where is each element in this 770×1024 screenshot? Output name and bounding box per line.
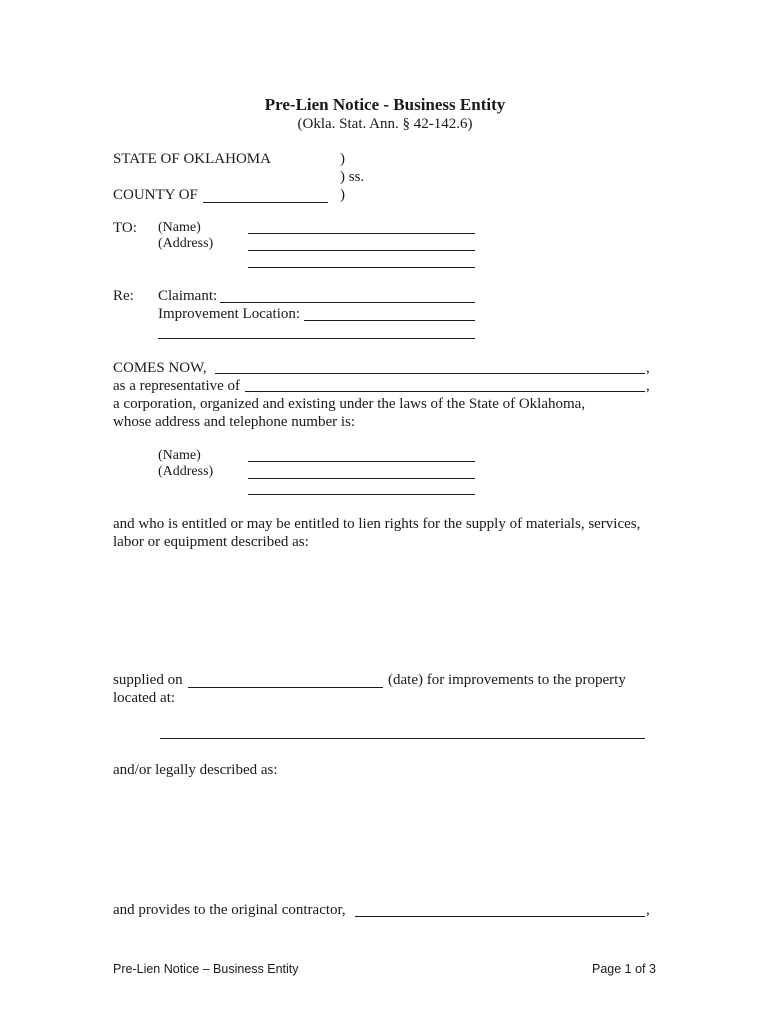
claimant-blank[interactable]: [220, 302, 475, 303]
original-contractor-blank[interactable]: [355, 916, 645, 917]
rep-address-blank-2[interactable]: [248, 494, 475, 495]
footer-title: Pre-Lien Notice – Business Entity: [113, 962, 299, 976]
supplied-on-date-blank[interactable]: [188, 687, 383, 688]
original-contractor-label: and provides to the original contractor,: [113, 902, 346, 918]
supplied-on-label: supplied on: [113, 672, 183, 688]
document-subtitle: (Okla. Stat. Ann. § 42-142.6): [297, 116, 473, 132]
legally-described-label: and/or legally described as:: [113, 762, 278, 778]
original-contractor-comma: ,: [646, 902, 650, 918]
representative-blank[interactable]: [245, 391, 645, 392]
to-address-blank-1[interactable]: [248, 250, 475, 251]
representative-comma: ,: [646, 378, 650, 394]
comes-now-label: COMES NOW,: [113, 360, 207, 376]
located-at-label: located at:: [113, 690, 176, 706]
date-improvements-text: (date) for improvements to the property: [388, 672, 626, 688]
venue-paren-1: ): [340, 151, 345, 167]
located-at-blank[interactable]: [160, 738, 645, 739]
corporation-text: a corporation, organized and existing under the laws of the State of Oklahoma,: [113, 396, 586, 412]
to-name-label: (Name): [158, 220, 201, 235]
to-address-label: (Address): [158, 236, 214, 251]
to-name-blank[interactable]: [248, 233, 475, 234]
entitled-text-2: labor or equipment described as:: [113, 534, 309, 550]
re-label: Re:: [113, 288, 134, 304]
comes-now-comma: ,: [646, 360, 650, 376]
rep-name-label: (Name): [158, 448, 201, 463]
rep-name-blank[interactable]: [248, 461, 475, 462]
claimant-label: Claimant:: [158, 288, 218, 304]
improvement-location-blank[interactable]: [304, 320, 475, 321]
county-blank[interactable]: [203, 202, 328, 203]
improvement-location-blank-2[interactable]: [158, 338, 475, 339]
document-title: Pre-Lien Notice - Business Entity: [264, 95, 506, 114]
county-label: COUNTY OF: [113, 187, 198, 203]
to-address-blank-2[interactable]: [248, 267, 475, 268]
entitled-text-1: and who is entitled or may be entitled to lien rights for the supply of materials, services,: [113, 516, 641, 532]
rep-address-blank-1[interactable]: [248, 478, 475, 479]
page-number: Page 1 of 3: [592, 962, 656, 976]
venue-paren-3: ): [340, 187, 345, 203]
to-label: TO:: [113, 220, 137, 236]
whose-address-text: whose address and telephone number is:: [113, 414, 356, 430]
improvement-location-label: Improvement Location:: [158, 306, 301, 322]
representative-label: as a representative of: [113, 378, 241, 394]
comes-now-blank[interactable]: [215, 373, 645, 374]
rep-address-label: (Address): [158, 464, 214, 479]
state-label: STATE OF OKLAHOMA: [113, 151, 271, 167]
venue-ss: ) ss.: [340, 169, 365, 185]
